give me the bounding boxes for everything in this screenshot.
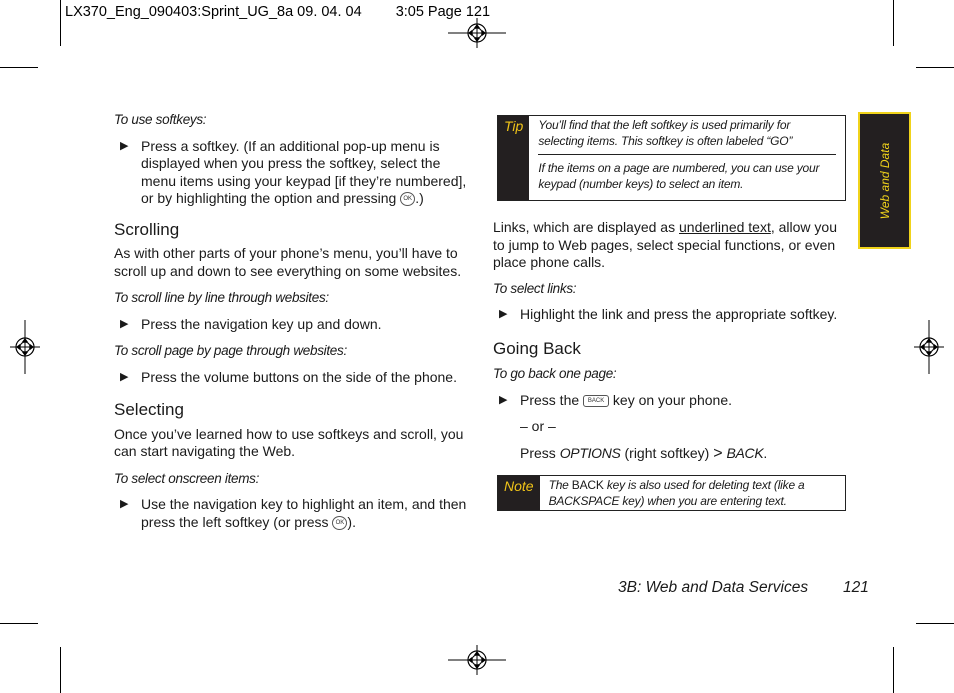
- period-text: .: [763, 444, 768, 461]
- back-text: BACK: [726, 444, 764, 461]
- left-column: [114, 111, 470, 531]
- bullet-arrow-icon: ▶: [499, 308, 508, 320]
- select-links-lead: To select links:: [493, 280, 577, 296]
- or-text: – or –: [520, 418, 556, 434]
- note-back: BACK: [571, 478, 604, 492]
- links-body-a: Links, which are displayed as: [493, 219, 679, 235]
- crop-mark: [0, 67, 38, 68]
- links-body-b: , allow you to jump to Web pages, select special functions, or even place phone calls.: [493, 219, 837, 270]
- select-bullet-end: ).: [347, 513, 356, 530]
- tip-body: [529, 116, 845, 200]
- header-time-page: 3:05 Page 121: [395, 4, 491, 20]
- ok-key-icon: OK: [400, 192, 415, 206]
- note-callout: [497, 475, 846, 511]
- note-body: [540, 476, 845, 510]
- go-back-bullet-b: key on your phone.: [612, 391, 733, 408]
- scroll-line-bullet: [114, 316, 470, 334]
- scroll-page-bullet: [114, 369, 470, 387]
- side-tab: [858, 112, 911, 249]
- press-options-line: [493, 445, 845, 463]
- select-links-bullet-text: Highlight the link and press the appropriate softkey.: [520, 306, 838, 322]
- tip-text-1: You’ll find that the left softkey is used primarily for selecting items. This softkey is often labeled “GO”: [538, 117, 836, 155]
- crop-mark: [60, 647, 61, 693]
- scroll-page-bullet-text: Press the volume buttons on the side of the phone.: [141, 368, 457, 385]
- registration-mark-icon: [914, 320, 944, 374]
- right-softkey-text: (right softkey): [620, 444, 714, 461]
- crop-mark: [916, 623, 954, 624]
- crop-mark: [60, 0, 61, 46]
- back-key-icon: BACK: [583, 395, 609, 407]
- bullet-arrow-icon: ▶: [499, 393, 508, 406]
- scrolling-body: As with other parts of your phone’s menu, you’ll have to scroll up and down to see everything on some websites.: [114, 245, 462, 279]
- links-body-underlined: underlined text: [679, 219, 771, 235]
- ok-key-icon: OK: [332, 516, 347, 530]
- crop-mark: [893, 0, 894, 46]
- crop-mark: [893, 647, 894, 693]
- links-body: [493, 219, 845, 272]
- select-links-bullet: [493, 306, 845, 324]
- print-header: [65, 4, 490, 20]
- scroll-line-bullet-text: Press the navigation key up and down.: [141, 315, 382, 332]
- gt-text: >: [713, 444, 723, 462]
- side-tab-label: Web and Data: [877, 142, 892, 219]
- softkeys-bullet-text: Press a softkey. (If an additional pop-up menu is displayed when you press the softkey, select the menu items using your keypad [if they’re numbered], or by highlighting the option and pressing: [141, 137, 467, 206]
- selecting-heading: Selecting: [114, 400, 184, 419]
- selecting-body: Once you’ve learned how to use softkeys and scroll, you can start navigating the Web.: [114, 425, 464, 459]
- go-back-lead: To go back one page:: [493, 366, 617, 381]
- scrolling-heading: Scrolling: [114, 219, 180, 239]
- note-rest: key is also used for deleting text (like a BACKSPACE key) when you are entering text.: [548, 478, 805, 508]
- softkeys-lead: To use softkeys:: [114, 112, 207, 127]
- footer-page-number: 121: [843, 579, 869, 596]
- select-lead: To select onscreen items:: [114, 470, 260, 486]
- crop-mark: [916, 67, 954, 68]
- note-the: The: [548, 478, 572, 492]
- softkeys-bullet-end: .): [415, 190, 424, 206]
- select-bullet-text: Use the navigation key to highlight an item, and then press the left softkey (or press: [141, 496, 467, 530]
- registration-mark-icon: [448, 645, 506, 675]
- options-text: OPTIONS: [559, 444, 621, 461]
- bullet-arrow-icon: ▶: [120, 498, 129, 510]
- crop-mark: [0, 623, 38, 624]
- press-text: Press: [520, 444, 560, 461]
- tip-label: Tip: [498, 116, 529, 200]
- tip-callout: [497, 115, 846, 201]
- footer-section: 3B: Web and Data Services: [618, 579, 809, 596]
- scroll-page-lead: To scroll page by page through websites:: [114, 343, 347, 358]
- going-back-heading: Going Back: [493, 338, 581, 358]
- header-file: LX370_Eng_090403:Sprint_UG_8a 09. 04. 04: [65, 4, 362, 20]
- scroll-line-lead: To scroll line by line through websites:: [114, 290, 329, 305]
- go-back-bullet: [493, 392, 845, 410]
- bullet-arrow-icon: ▶: [120, 370, 129, 383]
- right-column: [493, 219, 845, 462]
- registration-mark-icon: [448, 18, 506, 48]
- bullet-arrow-icon: ▶: [120, 139, 129, 152]
- softkeys-bullet: [114, 138, 470, 208]
- bullet-arrow-icon: ▶: [120, 317, 129, 330]
- note-label: Note: [498, 476, 540, 510]
- go-back-bullet-a: Press the: [520, 391, 580, 408]
- registration-mark-icon: [10, 320, 40, 374]
- tip-text-2: If the items on a page are numbered, you can use your keypad (number keys) to select an item.: [538, 161, 820, 191]
- select-bullet: [114, 496, 470, 531]
